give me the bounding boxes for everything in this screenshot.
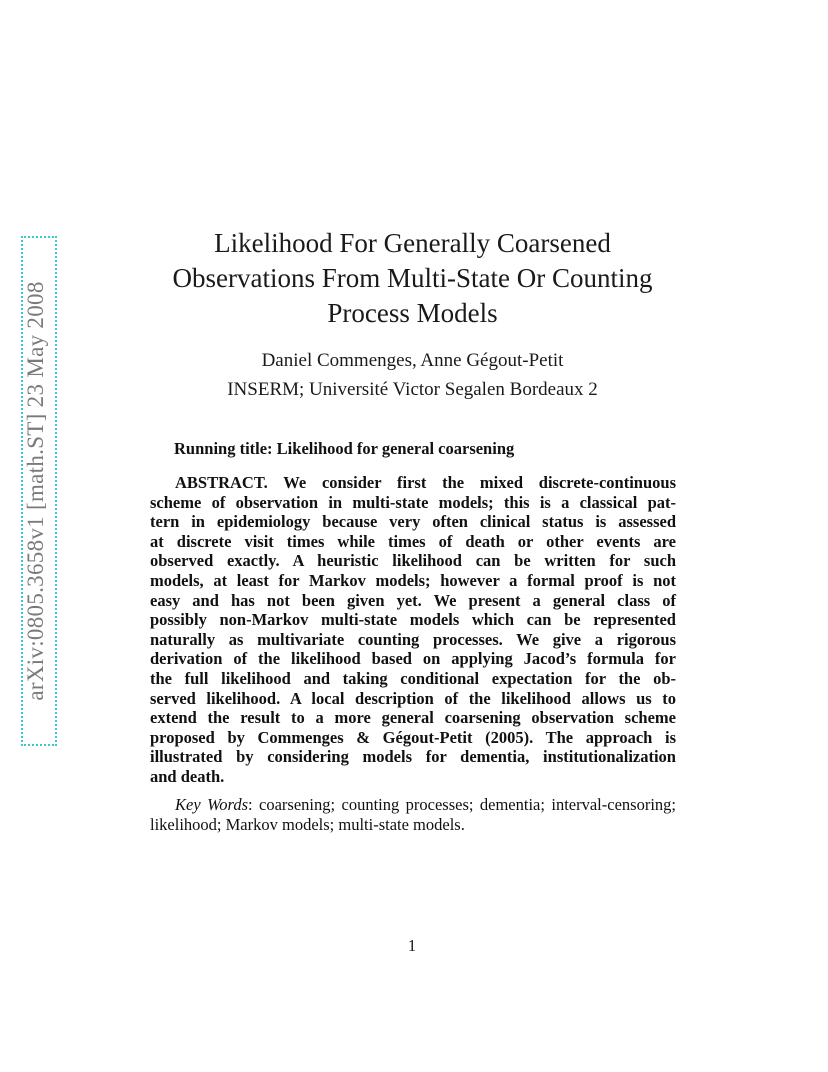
abstract-line: scheme of observation in multi-state models; this is a classical pat- — [150, 492, 676, 512]
title-line: Observations From Multi-State Or Counting — [172, 263, 653, 293]
keywords-list: : coarsening; counting processes; dementia; interval-censoring; — [248, 795, 676, 814]
abstract-line: naturally as multivariate counting processes. We give a rigorous — [150, 629, 676, 649]
abstract-line: served likelihood. A local description of the likelihood allows us to — [150, 688, 676, 708]
author-affiliation: INSERM; Université Victor Segalen Bordeaux 2 — [227, 379, 598, 400]
abstract — [150, 473, 676, 787]
abstract-line: easy and has not been given yet. We present a general class of — [150, 590, 676, 610]
abstract-line: proposed by Commenges & Gégout-Petit (2005). The approach is — [150, 727, 676, 747]
title-line: Likelihood For Generally Coarsened — [214, 228, 611, 258]
keywords-line — [150, 795, 676, 815]
abstract-line: and death. — [150, 766, 225, 786]
abstract-line: possibly non-Markov multi-state models which can be represented — [150, 610, 676, 630]
abstract-line: observed exactly. A heuristic likelihood can be written for such — [150, 551, 676, 571]
title-line: Process Models — [327, 298, 498, 328]
keywords-label: Key Words — [175, 795, 249, 814]
abstract-line: tern in epidemiology because very often clinical status is assessed — [150, 512, 676, 532]
keywords — [150, 795, 676, 835]
abstract-line: the full likelihood and taking conditional expectation for the ob- — [150, 668, 676, 688]
abstract-line: at discrete visit times while times of death or other events are — [150, 531, 676, 551]
abstract-line: models, at least for Markov models; however a formal proof is not — [150, 570, 676, 590]
author-names: Daniel Commenges, Anne Gégout-Petit — [261, 350, 564, 371]
abstract-line: extend the result to a more general coarsening observation scheme — [150, 708, 676, 728]
page-number: 1 — [407, 936, 417, 955]
keywords-line: likelihood; Markov models; multi-state models. — [150, 815, 465, 834]
author-block — [140, 346, 685, 404]
arxiv-identifier: arXiv:0805.3658v1 [math.ST] 23 May 2008 — [23, 281, 48, 701]
paper-title — [140, 226, 685, 331]
abstract-line: illustrated by considering models for dementia, institutionalization — [150, 747, 676, 767]
abstract-line: derivation of the likelihood based on applying Jacod’s formula for — [150, 649, 676, 669]
abstract-line: ABSTRACT. We consider first the mixed discrete-continuous — [175, 473, 676, 492]
running-title: Running title: Likelihood for general coarsening — [174, 439, 515, 458]
